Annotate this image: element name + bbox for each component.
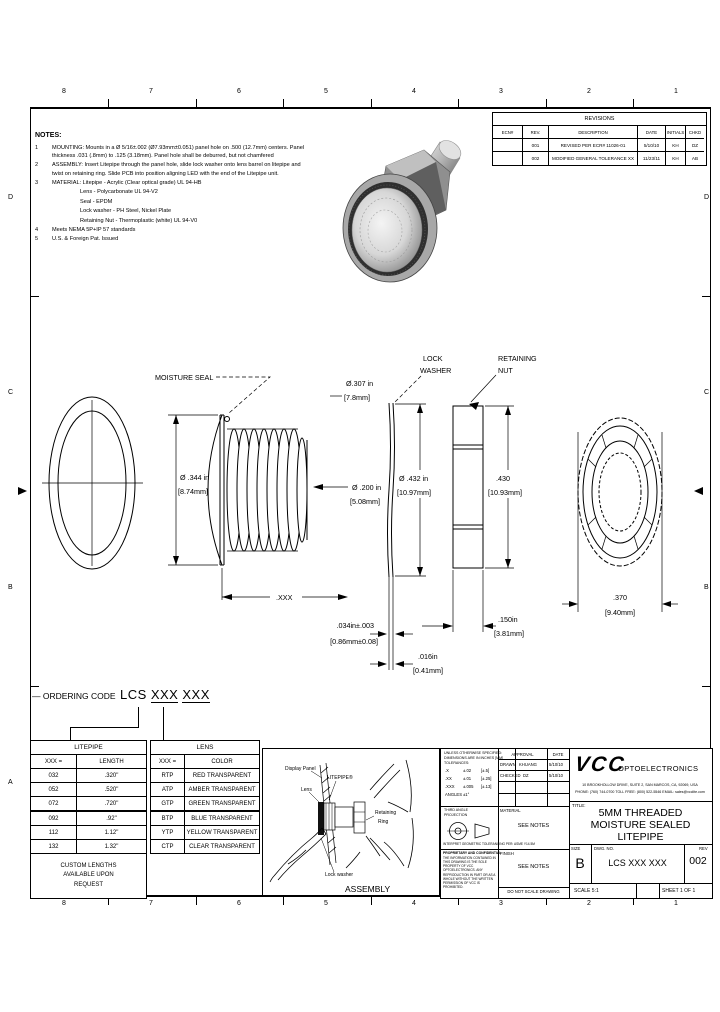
zone-number: 4 [412, 900, 416, 907]
cell: .720" [104, 800, 119, 807]
table-row [151, 783, 259, 797]
revision-cell: 5/10/10 [638, 139, 666, 152]
cell: 072 [31, 797, 77, 810]
zone-tick [196, 896, 197, 905]
revision-cell [493, 152, 523, 165]
zone-number: 8 [62, 88, 66, 95]
ordering-leader [70, 728, 71, 740]
title-block-rule [498, 770, 569, 771]
cell: AMBER TRANSPARENT [188, 786, 256, 793]
note-item [35, 235, 305, 243]
revision-row [493, 139, 706, 152]
retaining-ring-label: Retaining [375, 810, 397, 816]
dwg-no-label: DWG. NO. [594, 846, 615, 851]
note-number: 4 [35, 227, 39, 234]
title-block-rule [636, 883, 637, 898]
dim-text: [10.93mm] [488, 488, 522, 497]
column-header: XXX = [31, 755, 77, 768]
zone-number: 5 [324, 88, 328, 95]
zone-number: 6 [237, 900, 241, 907]
company-address: 10 BROOKHOLLOW DRIVE, SUITE 2, SAN MARCOS, CA, 92069, USA [582, 783, 698, 787]
zone-letter: B [704, 584, 709, 591]
third-angle-label: PROJECTION [444, 813, 468, 817]
size-label: SIZE [571, 846, 581, 851]
column-header: XXX = [151, 755, 185, 768]
interpret-note: INTERPRET GEOMETRIC TOLERANCING PER: ASME Y14.5M [443, 842, 535, 846]
dim-xxx [222, 568, 348, 602]
revisions-header: DESCRIPTION [549, 126, 638, 139]
table-row [151, 840, 259, 853]
table-row [151, 797, 259, 812]
cell: 112 [31, 826, 77, 839]
ordering-code-color-xxx: XXX [182, 687, 210, 702]
approval-header: APPROVAL [511, 751, 534, 757]
note-text: Meets NEMA 5P+IP 57 standards [52, 227, 136, 234]
dim-432 [395, 404, 446, 576]
dimension-drawing [30, 340, 711, 680]
tolerance-row: .X [445, 768, 449, 773]
zone-number: 3 [499, 900, 503, 907]
cell: GTP [151, 797, 185, 810]
note-item [35, 226, 305, 234]
lock-washer-label: LOCK [423, 354, 443, 363]
zone-number: 1 [674, 900, 678, 907]
do-not-scale-note: DO NOT SCALE DRAWING [507, 889, 560, 894]
note-subitem [80, 198, 305, 206]
column-header: COLOR [211, 758, 233, 765]
litepipe-length-table [30, 740, 147, 899]
note-item [35, 144, 305, 161]
title-block [440, 748, 713, 899]
drawn-name: KHUANG [519, 762, 537, 767]
zone-number: 3 [499, 88, 503, 95]
center-mark-arrow [18, 487, 27, 495]
dim-text: [8.74mm] [178, 487, 208, 496]
proprietary-note: THE INFORMATION CONTAINED IN THIS DRAWING IS THE SOLE PROPERTY OF VCC OPTOELECTRONICS. ANY REPRODUCTION IN PART OR AS A WHOLE WITHOUT THE WRITTEN PERMISSION OF VCC IS PROHIBITED. [443, 856, 496, 890]
retaining-ring-label: Ring [378, 819, 389, 825]
ordering-code-prefix: LCS [120, 687, 147, 702]
revision-cell: AB [691, 156, 699, 161]
finish-value: SEE NOTES [517, 864, 550, 870]
note-item [35, 179, 305, 187]
table-header-row [151, 755, 259, 769]
lock-washer-leader [395, 376, 421, 402]
drawing-title: 5MM THREADED [598, 807, 683, 819]
zone-tick [633, 99, 634, 108]
title-block-rule [498, 759, 569, 760]
tolerance-row: ±.01 [463, 776, 472, 781]
display-panel-label: Display Panel [285, 766, 316, 772]
dim-430 [485, 406, 530, 568]
zone-number: 2 [587, 900, 591, 907]
third-angle-projection-symbol [447, 819, 493, 843]
note-line: AVAILABLE UPON [63, 872, 114, 879]
assembly-caption: ASSEMBLY [345, 884, 391, 894]
table-row [31, 812, 146, 826]
vcc-logo: VCC [573, 753, 628, 776]
zone-number: 5 [324, 900, 328, 907]
company-name: OPTOELECTRONICS [618, 764, 699, 773]
notes-title: NOTES: [35, 132, 62, 139]
drawing-title: MOISTURE SEALED [590, 819, 691, 831]
revisions-header: CHKD [686, 126, 704, 139]
proprietary-title: PROPRIETARY AND CONFIDENTIAL [443, 851, 502, 855]
zone-tick [702, 686, 711, 687]
table-row [151, 826, 259, 840]
cell: YTP [151, 826, 185, 839]
table-title: LITEPIPE [74, 744, 103, 751]
revisions-table [492, 112, 707, 166]
cell: .92" [106, 815, 117, 822]
zone-number: 1 [674, 88, 678, 95]
zone-tick [371, 896, 372, 905]
table-row [31, 797, 146, 812]
table-row [31, 783, 146, 797]
tolerance-row: ±.02 [463, 768, 472, 773]
zone-number: 8 [62, 900, 66, 907]
title-block-rule [498, 887, 569, 888]
cell: 1.32" [104, 843, 119, 850]
dim-150 [422, 570, 524, 638]
table-title: LENS [196, 744, 214, 751]
size-value: B [575, 855, 585, 871]
zone-letter: B [8, 584, 13, 591]
dim-text: .016in [418, 652, 438, 661]
ordering-code-label: — ORDERING CODE [32, 691, 116, 701]
tolerance-row: ±1° [463, 792, 470, 797]
revisions-header: REV. [523, 126, 549, 139]
moisture-seal-feature [225, 417, 230, 422]
note-number: 1 [35, 144, 39, 151]
revisions-header-row [493, 126, 706, 139]
dim-text: [0.86mm±0.08] [330, 637, 378, 646]
revision-cell: KH [666, 152, 686, 165]
note-number: 2 [35, 162, 39, 169]
rev-label: REV [699, 846, 708, 851]
tolerance-note: DIMENSIONS ARE IN INCHES [MM] [444, 756, 504, 760]
note-text: Seal - EPDM [80, 198, 113, 205]
back-view-nut [578, 418, 662, 566]
tolerance-row: ANGLES [445, 792, 462, 797]
zone-number: 2 [587, 88, 591, 95]
revision-cell: REVISED PER ECR# 11026-01 [549, 139, 638, 152]
note-subitem [80, 217, 305, 225]
zone-number: 6 [237, 88, 241, 95]
material-value: SEE NOTES [517, 823, 550, 829]
rev-value: 002 [689, 855, 707, 867]
title-block-rule [569, 801, 712, 802]
drawn-date: 5/10/10 [549, 762, 563, 767]
retaining-nut-label: RETAINING [498, 354, 537, 363]
cell: CLEAR TRANSPARENT [189, 843, 255, 850]
title-block-rule [547, 749, 548, 806]
dim-344 [168, 415, 218, 565]
cell: YELLOW TRANSPARENT [186, 829, 258, 836]
column-header: LENGTH [99, 758, 124, 765]
dim-text: .150in [498, 615, 518, 624]
dim-370 [562, 432, 678, 617]
dwg-no-value: LCS XXX XXX [608, 858, 667, 868]
revisions-header: ECN# [493, 126, 523, 139]
revisions-title: REVISIONS [493, 113, 706, 126]
moisture-seal-leader [216, 377, 270, 413]
title-block-rule [498, 781, 569, 782]
retaining-nut-leader [471, 375, 496, 402]
zone-tick [702, 296, 711, 297]
table-row [31, 769, 146, 783]
revision-cell: MODIFIED GENERAL TOLERANCE XX [549, 152, 638, 165]
cell: CTP [151, 840, 185, 853]
lock-washer-section [388, 403, 395, 670]
cell: .320" [104, 772, 119, 779]
dim-text: Ø .344 in [180, 473, 210, 482]
note-number: 5 [35, 236, 39, 243]
retaining-nut-section [453, 406, 483, 568]
revision-cell: KH [666, 139, 686, 152]
table-row [151, 812, 259, 826]
side-view-litepipe [208, 415, 307, 565]
cell: GREEN TRANSPARENT [188, 800, 256, 807]
note-number: 3 [35, 180, 39, 187]
ordering-leader [70, 727, 139, 728]
cell: 052 [31, 783, 77, 796]
part-3d-render [334, 116, 479, 294]
zone-letter: C [704, 389, 710, 396]
zone-tick [30, 296, 39, 297]
material-label: MATERIAL [500, 808, 521, 813]
ordering-code-length-xxx: XXX [150, 687, 179, 702]
dim-text: .034in±.003 [336, 621, 374, 630]
note-text: Lock washer - PH Steel, Nickel Plate [80, 208, 172, 215]
litepipe-graphic [318, 802, 365, 835]
scale-value: SCALE 5:1 [574, 887, 599, 894]
moisture-seal-label: MOISTURE SEAL [155, 373, 214, 382]
dim-text: [10.97mm] [397, 488, 431, 497]
cell: 1.12" [104, 829, 119, 836]
zone-letter: D [8, 194, 14, 201]
zone-tick [196, 99, 197, 108]
title-block-rule [441, 806, 569, 807]
tolerance-row: .XXX [445, 784, 455, 789]
tolerance-row: [±.13] [481, 784, 492, 789]
note-subitem [80, 188, 305, 196]
zone-number: 7 [149, 900, 153, 907]
zone-tick [283, 99, 284, 108]
tolerance-row: .XX [445, 776, 452, 781]
title-block-rule [569, 883, 712, 884]
custom-lengths-note [31, 854, 146, 898]
part-lens-dome [343, 174, 437, 282]
revision-row [493, 152, 706, 165]
zone-tick [108, 99, 109, 108]
dim-text: Ø .432 in [399, 474, 429, 483]
revision-cell: 11/23/11 [638, 152, 666, 165]
cell: RTP [151, 769, 185, 782]
litepipe-label: LITEPIPE® [327, 775, 353, 781]
lens-label: Lens [301, 787, 312, 793]
revision-cell: DZ [686, 139, 704, 152]
zone-tick [283, 896, 284, 905]
tolerance-note: TOLERANCES: [444, 761, 470, 765]
lens-color-table [150, 740, 260, 854]
zone-tick [371, 99, 372, 108]
lock-washer-label: WASHER [420, 366, 452, 375]
checked-date: 5/10/10 [549, 773, 563, 778]
checked-name: DZ [523, 773, 529, 778]
dim-text: Ø .200 in [352, 483, 382, 492]
finish-label: FINISH [500, 851, 514, 856]
retaining-ring-graphic [354, 802, 365, 833]
table-row [31, 840, 146, 854]
cell: 092 [31, 812, 77, 825]
title-block-rule [441, 849, 569, 850]
ordering-leader [138, 707, 139, 728]
dim-text: .XXX [276, 593, 293, 602]
revisions-header: INITIALS [666, 126, 686, 139]
note-text: MATERIAL: Litepipe - Acrylic (Clear optical grade) UL 94-HB [52, 180, 202, 187]
lock-washer-label: Lock washer [325, 872, 354, 878]
cell: BTP [151, 812, 185, 825]
note-text: Retaining Nut - Thermoplastic (white) UL 94-V0 [80, 217, 198, 224]
ordering-leader [163, 707, 164, 740]
note-item [35, 161, 305, 178]
zone-letter: A [8, 779, 13, 786]
note-text: U.S. & Foreign Pat. Issued [52, 236, 119, 243]
note-subitem [80, 207, 305, 215]
dim-016 [370, 652, 443, 675]
tolerance-row: [±.25] [481, 776, 492, 781]
drawn-label: DRAWN [500, 762, 516, 767]
cell: 132 [31, 840, 77, 853]
dim-text: .370 [613, 593, 627, 602]
tolerance-row: ±.005 [463, 784, 474, 789]
drawing-title: LITEPIPE [617, 831, 664, 843]
note-text: MOUNTING: Mounts in a Ø 5/16±.002 (Ø7.93mm±0.051) panel hole on .500 (12.7mm) centers. Panel thickness .031 (.8mm) to .125 (3.18mm). Panel hole shall be deburred, but not chamfered [52, 144, 305, 159]
dim-200 [313, 483, 381, 506]
tolerance-row: [±.5] [481, 768, 490, 773]
title-label: TITLE: [572, 803, 586, 808]
cell: ATP [151, 783, 185, 796]
note-line: REQUEST [73, 881, 103, 888]
checked-label: CHECKED [500, 773, 521, 778]
zone-tick [458, 99, 459, 108]
table-title-row [31, 741, 146, 755]
table-header-row [31, 755, 146, 769]
title-block-rule [659, 883, 660, 898]
table-title-row [151, 741, 259, 755]
revision-cell: 002 [523, 152, 549, 165]
note-line: CUSTOM LENGTHS [60, 862, 117, 869]
table-row [31, 826, 146, 840]
dim-text: [7.8mm] [344, 393, 370, 402]
tolerance-note: UNLESS OTHERWISE SPECIFIED: [444, 751, 503, 755]
date-header: DATE [552, 751, 564, 757]
third-angle-label: THIRD ANGLE [444, 808, 468, 812]
assembly-figure [262, 748, 440, 897]
zone-number: 4 [412, 88, 416, 95]
title-block-rule [498, 793, 569, 794]
notes-section [35, 131, 305, 245]
company-contact: PHONE: (760) 744-0700 TOLL FREE: (800) 522-5546 EMAIL: sales@vcclite.com [575, 790, 705, 794]
zone-letter: D [704, 194, 710, 201]
dim-text: Ø.307 in [346, 379, 374, 388]
revisions-header: DATE [638, 126, 666, 139]
table-row [151, 769, 259, 783]
revision-cell: 001 [523, 139, 549, 152]
note-text: ASSEMBLY: Insert Litepipe through the panel hole, slide lock washer onto lens barrel on litepipe and twist on retaining ring. Slide PCB into position aligning LED with the end of the Litepipe unit. [52, 162, 301, 177]
sheet-value: SHEET 1 OF 1 [662, 887, 696, 894]
zone-number: 7 [149, 88, 153, 95]
dim-307 [330, 379, 373, 402]
note-text: Lens - Polycarbonate UL 94-V2 [80, 189, 158, 196]
cell: RED TRANSPARENT [192, 772, 252, 779]
revision-cell [493, 139, 523, 152]
cell: BLUE TRANSPARENT [191, 815, 253, 822]
dim-text: [0.41mm] [413, 666, 443, 675]
dim-text: [3.81mm] [494, 629, 524, 638]
dim-text: .430 [496, 474, 510, 483]
dim-text: [5.08mm] [350, 497, 380, 506]
cell: 032 [31, 769, 77, 782]
retaining-nut-label: NUT [498, 366, 513, 375]
dim-034 [330, 621, 413, 646]
zone-letter: C [8, 389, 14, 396]
zone-tick [546, 99, 547, 108]
front-view [42, 397, 143, 569]
ordering-code [32, 686, 210, 704]
dim-text: [9.40mm] [605, 608, 635, 617]
cell: .520" [104, 786, 119, 793]
